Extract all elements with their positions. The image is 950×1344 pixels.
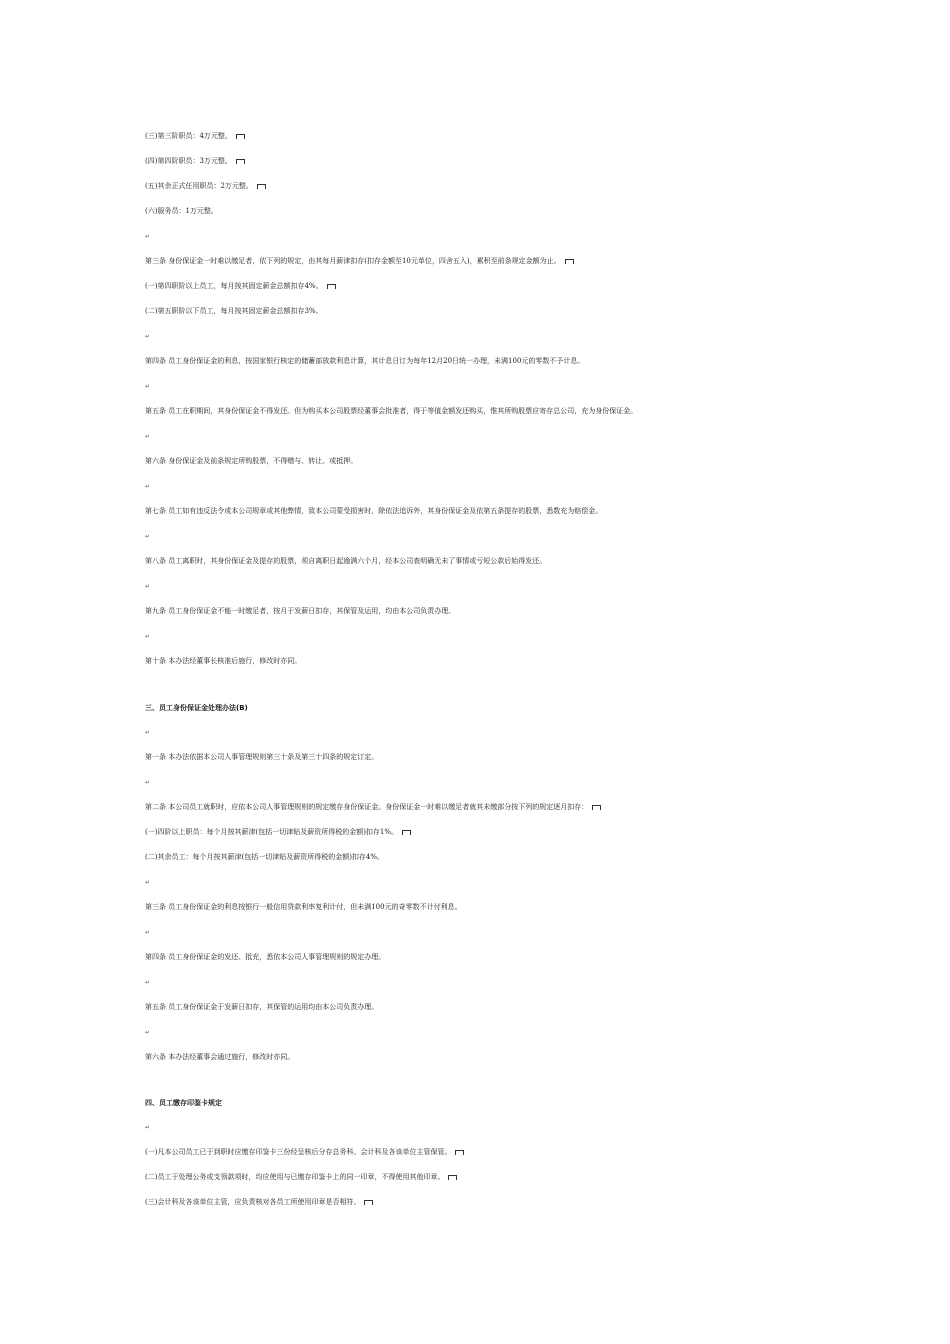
line-break-icon — [448, 1175, 457, 1180]
paragraph-mark-icon: ↵ — [145, 1029, 151, 1036]
article-b1: 第一条 本办法依据本公司人事管理规则第三十条及第三十四条的规定订定。 — [145, 753, 379, 761]
paragraph-mark-icon: ↵ — [145, 433, 151, 440]
line-break-icon — [455, 1150, 464, 1155]
text-line: (六)服务员：1万元整。 — [145, 207, 218, 215]
line-break-icon — [565, 259, 574, 264]
article-b3: 第三条 员工身份保证金的利息按银行一般信用贷款利率复利计付，但未满100元的奇零数不计付利息。 — [145, 903, 462, 911]
text-line: (一)第四职阶以上员工，每月按其固定薪金总额扣存4%。 — [145, 281, 845, 291]
section-heading-4: 四、员工缴存印鉴卡规定 — [145, 1099, 222, 1107]
paragraph-mark-icon: ↵ — [145, 729, 151, 736]
article-a9: 第九条 员工身份保证金不能一时缴足者，按月于发薪日扣存，其保管及运用，均由本公司负责办理。 — [145, 607, 456, 615]
article-b2: 第二条 本公司员工就职时，应依本公司人事管理规则的规定缴存身份保证金。身份保证金一时难以缴足者就其未缴部分按下列的规定逐月扣存： — [145, 802, 845, 812]
paragraph-mark-icon: ↵ — [145, 929, 151, 936]
text-line: (三)第三阶职员：4万元整。 — [145, 131, 845, 141]
article-b5: 第五条 员工身份保证金于发薪日扣存，其保管的运用均由本公司负责办理。 — [145, 1003, 379, 1011]
article-a7: 第七条 员工如有违反法令或本公司规章或其他弊情，致本公司蒙受损害时，除依法追诉外，其身份保证金及依第五条提存的股票，悉数充为赔偿金。 — [145, 507, 603, 515]
section-heading-3: 三、员工身份保证金处理办法(B) — [145, 704, 248, 712]
line-break-icon — [592, 805, 601, 810]
paragraph-mark-icon: ↵ — [145, 483, 151, 490]
rule-c2: (二)员工于处理公务或支领款项时，均应使用与已缴存印鉴卡上的同一印章，不得使用其他印章。 — [145, 1172, 845, 1182]
article-b6: 第六条 本办法经董事会通过施行，修改时亦同。 — [145, 1053, 295, 1061]
line-break-icon — [364, 1200, 373, 1205]
paragraph-mark-icon: ↵ — [145, 879, 151, 886]
rule-c1: (一)凡本公司员工已于到职时应缴存印鉴卡三份经呈核后分存总务科、会计科及各该单位主管保管。 — [145, 1147, 845, 1157]
line-break-icon — [327, 284, 336, 289]
paragraph-mark-icon: ↵ — [145, 583, 151, 590]
text-line: (二)第五职阶以下员工，每月按其固定薪金总额扣存3%。 — [145, 307, 323, 315]
text-line: (四)第四阶职员：3万元整。 — [145, 156, 845, 166]
paragraph-mark-icon: ↵ — [145, 333, 151, 340]
article-a10: 第十条 本办法经董事长核准后施行，修改时亦同。 — [145, 657, 302, 665]
paragraph-mark-icon: ↵ — [145, 533, 151, 540]
line-break-icon — [236, 134, 245, 139]
text-line: (一)四阶以上职员：每个月按其薪津(包括一切津贴及薪资所得税的金额)扣存1%。 — [145, 827, 845, 837]
paragraph-mark-icon: ↵ — [145, 383, 151, 390]
line-break-icon — [257, 184, 266, 189]
rule-c3: (三)会计科及各该单位主管，应负责核对各员工所使用印章是否相符。 — [145, 1197, 845, 1207]
text-line: (五)其余正式任用职员：2万元整。 — [145, 181, 845, 191]
article-b4: 第四条 员工身份保证金的发还、抵充，悉依本公司人事管理规则的规定办理。 — [145, 953, 386, 961]
paragraph-mark-icon: ↵ — [145, 779, 151, 786]
article-a4: 第四条 员工身份保证金的利息，按国家银行核定的储蓄部放款利息计算，其计息日订为每年12月20日统一办理，未满100元的零数不予计息。 — [145, 357, 585, 365]
article-a8: 第八条 员工离职时，其身份保证金及提存的股票，须自离职日起逾满六个月，经本公司查明确无未了事情或亏短公款后始得发还。 — [145, 557, 547, 565]
line-break-icon — [402, 830, 411, 835]
paragraph-mark-icon: ↵ — [145, 633, 151, 640]
paragraph-mark-icon: ↵ — [145, 1124, 151, 1131]
paragraph-mark-icon: ↵ — [145, 233, 151, 240]
line-break-icon — [236, 159, 245, 164]
article-a5: 第五条 员工在职期间，其身份保证金不得发还。但为购买本公司股票经董事会批准者，得于等值金额发还购买，惟其所购股票应寄存总公司，充为身份保证金。 — [145, 407, 638, 415]
text-line: (二)其余员工：每个月按其薪津(包括一切津贴及薪资所得税的金额)扣存4%。 — [145, 853, 385, 861]
article-a6: 第六条 身份保证金及前条规定所购股票，不得赠与、转让、或抵押。 — [145, 457, 358, 465]
article-a3: 第三条 身份保证金一时难以缴足者，依下列的规定，由其每月薪津扣存(扣存金额至10元单位，四舍五入)，累积至前条规定金额为止。 — [145, 256, 845, 266]
paragraph-mark-icon: ↵ — [145, 979, 151, 986]
